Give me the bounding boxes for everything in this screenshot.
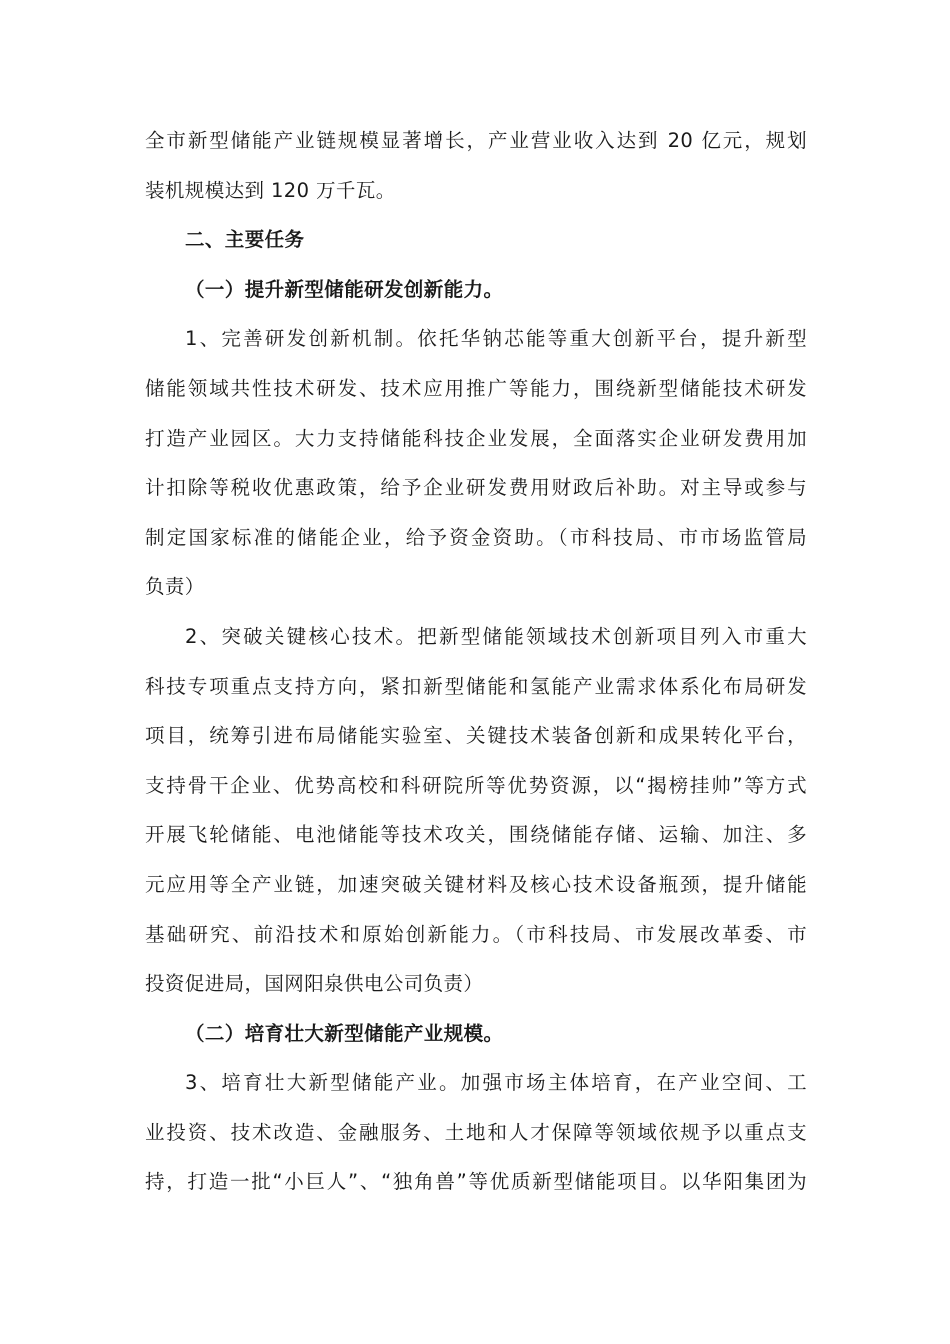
paragraph-line: 打造产业园区。大力支持储能科技企业发展，全面落实企业研发费用加	[145, 426, 807, 450]
paragraph-line: 项目，统筹引进布局储能实验室、关键技术装备创新和成果转化平台，	[145, 724, 807, 748]
subsection-heading: （二）培育壮大新型储能产业规模。	[185, 1021, 504, 1045]
paragraph-line: 业投资、技术改造、金融服务、土地和人才保障等领域依规予以重点支	[145, 1120, 807, 1144]
paragraph-line: 负责）	[145, 575, 205, 599]
document-body	[145, 116, 807, 1207]
paragraph-line: 3、培育壮大新型储能产业。加强市场主体培育，在产业空间、工	[185, 1071, 807, 1095]
subsection-heading: （一）提升新型储能研发创新能力。	[185, 277, 504, 301]
paragraph-line: 基础研究、前沿技术和原始创新能力。（市科技局、市发展改革委、市	[145, 922, 807, 946]
paragraph-line: 储能领域共性技术研发、技术应用推广等能力，围绕新型储能技术研发	[145, 376, 807, 400]
paragraph-line: 支持骨干企业、优势高校和科研院所等优势资源，以“揭榜挂帅”等方式	[145, 773, 807, 797]
paragraph-line: 持，打造一批“小巨人”、“独角兽”等优质新型储能项目。以华阳集团为	[145, 1170, 807, 1194]
paragraph-line: 1、完善研发创新机制。依托华钠芯能等重大创新平台，提升新型	[185, 327, 807, 351]
paragraph-line: 计扣除等税收优惠政策，给予企业研发费用财政后补助。对主导或参与	[145, 476, 807, 500]
paragraph-line: 全市新型储能产业链规模显著增长，产业营业收入达到 20 亿元，规划	[145, 129, 807, 152]
section-heading: 二、主要任务	[185, 228, 305, 252]
paragraph-line: 装机规模达到 120 万千瓦。	[145, 178, 396, 202]
paragraph-line: 2、突破关键核心技术。把新型储能领域技术创新项目列入市重大	[185, 624, 807, 648]
paragraph-line: 投资促进局，国网阳泉供电公司负责）	[145, 972, 484, 996]
paragraph-line: 元应用等全产业链，加速突破关键材料及核心技术设备瓶颈，提升储能	[145, 872, 807, 896]
paragraph-line: 科技专项重点支持方向，紧扣新型储能和氢能产业需求体系化布局研发	[145, 674, 807, 698]
paragraph-line: 开展飞轮储能、电池储能等技术攻关，围绕储能存储、运输、加注、多	[145, 823, 807, 847]
paragraph-line: 制定国家标准的储能企业，给予资金资助。（市科技局、市市场监管局	[145, 525, 807, 549]
